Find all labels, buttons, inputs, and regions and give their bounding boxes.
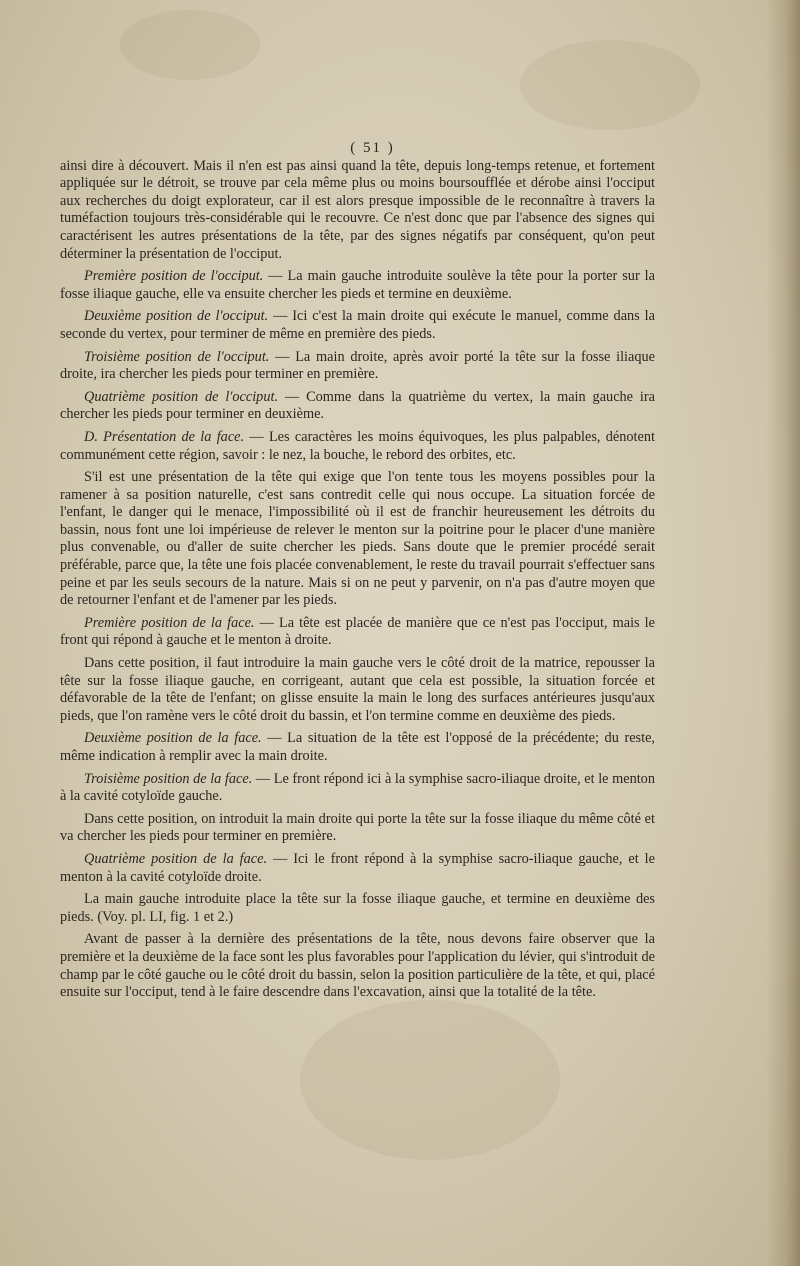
paragraph: Troisième position de l'occiput. — La main droite, après avoir porté la tête sur la fosse iliaque droite, ira chercher les pieds pour terminer en première. bbox=[60, 348, 656, 383]
paragraph-heading: Troisième position de l'occiput. bbox=[84, 348, 270, 365]
paragraph: Première position de l'occiput. — La main gauche introduite soulève la tête pour la porter sur la fosse iliaque gauche, elle va ensuite chercher les pieds et termine en deuxième. bbox=[60, 268, 656, 302]
paper-stain bbox=[520, 40, 700, 130]
paragraph-heading: Première position de la face. bbox=[84, 614, 255, 631]
paragraph: Dans cette position, il faut introduire la main gauche vers le côté droit de la matrice, repousser la tête sur la fosse iliaque gauche, en corrigeant, autant que cela est possible, la situation forcée et défavorable de la tête de l'enfant; on glisse ensuite la main le long des surfaces antérieures jusqu'aux pieds, que l'on ramène vers le côté droit du bassin, et l'on termine comme en deuxième des pieds. bbox=[60, 655, 655, 724]
paragraph-heading: Première position de l'occiput. bbox=[84, 268, 264, 285]
paragraph: Quatrième position de la face. — Ici le front répond à la symphise sacro-iliaque gauche, et le menton à la cavité cotyloïde droite. bbox=[60, 850, 655, 885]
paragraph: Troisième position de la face. — Le front répond ici à la symphise sacro-iliaque droite, et le menton à la cavité cotyloïde gauche. bbox=[60, 770, 655, 805]
paragraph: Quatrième position de l'occiput. — Comme dans la quatrième du vertex, la main gauche ira chercher les pieds pour terminer en deuxième. bbox=[60, 388, 655, 423]
paragraph: S'il est une présentation de la tête qui exige que l'on tente tous les moyens possibles pour la ramener à sa position naturelle, c'est sans contredit celle qui nous occupe. La situation forcée de l'enfant, le danger qui le menace, l'impossibilité où il est de franchir heureusement les détroits du bassin, nous font une loi impérieuse de relever le menton sur la poitrine pour le placer d'une manière plus convenable, ou d'aller de suite chercher les pieds. Sans doute que le premier procédé serait préférable, parce que, la tête une fois placée convenablement, le reste du travail pourrait s'effectuer sans peine et par les seuls secours de la nature. Mais si on ne peut y parvenir, on n'a pas d'autre moyen que de retourner l'enfant et de l'amener par les pieds. bbox=[60, 469, 655, 609]
paper-stain bbox=[120, 10, 260, 80]
paragraph: Première position de la face. — La tête est placée de manière que ce n'est pas l'occiput, mais le front qui répond à gauche et le menton à droite. bbox=[60, 614, 655, 649]
paragraph: Deuxième position de la face. — La situation de la tête est l'opposé de la précédente; du reste, même indication à remplir avec la main droite. bbox=[60, 730, 656, 764]
paragraph: La main gauche introduite place la tête sur la fosse iliaque gauche, et termine en deuxième des pieds. (Voy. pl. LI, fig. 1 et 2.) bbox=[60, 891, 655, 925]
paragraph-heading: Deuxième position de l'occiput. bbox=[84, 308, 269, 325]
paragraph-heading: Quatrième position de la face. bbox=[84, 850, 268, 867]
paragraph: Avant de passer à la dernière des présentations de la tête, nous devons faire observer que la première et la deuxième de la face sont les plus favorables pour l'application du lévier, qui s'introduit de champ par le côté gauche ou le côté droit du bassin, selon la position particulière de la tête, et qui, placé ensuite sur l'occiput, tend à le faire descendre dans l'excavation, ainsi que la totalité de la tête. bbox=[60, 931, 655, 1001]
text-block bbox=[60, 140, 655, 1007]
paragraph: Deuxième position de l'occiput. — Ici c'est la main droite qui exécute le manuel, comme dans la seconde du vertex, pour terminer de même en première des pieds. bbox=[60, 308, 655, 342]
paper-stain bbox=[300, 1000, 560, 1160]
paragraph-heading: Troisième position de la face. bbox=[84, 770, 253, 787]
page-edge-shadow bbox=[766, 0, 800, 1266]
paragraph-heading: Quatrième position de l'occiput. bbox=[84, 388, 279, 405]
page-number: ( 51 ) bbox=[350, 140, 395, 156]
paragraph: D. Présentation de la face. — Les caractères les moins équivoques, les plus palpables, dénotent communément cette région, savoir : le nez, la bouche, le rebord des orbites, etc. bbox=[60, 428, 655, 463]
paragraph-heading: Deuxième position de la face. bbox=[84, 730, 262, 747]
paragraph: ainsi dire à découvert. Mais il n'en est pas ainsi quand la tête, depuis long-temps retenue, et fortement appliquée sur le détroit, se trouve par cela même plus ou moins boursoufflée et dérobe ainsi l'occiput aux recherches du doigt explorateur, car il est alors presque impossible de le reconnaître à travers la tuméfaction toujours très-considérable qui le recouvre. Ce n'est donc que par l'absence des signes qui caractérisent les autres présentations de la tête, par des signes négatifs par conséquent, qu'on peut déterminer la présentation de l'occiput. bbox=[60, 157, 655, 262]
paragraph: Dans cette position, on introduit la main droite qui porte la tête sur la fosse iliaque du même côté et va chercher les pieds pour terminer en première. bbox=[60, 810, 655, 845]
section-heading: D. Présentation de la face. bbox=[84, 428, 245, 445]
